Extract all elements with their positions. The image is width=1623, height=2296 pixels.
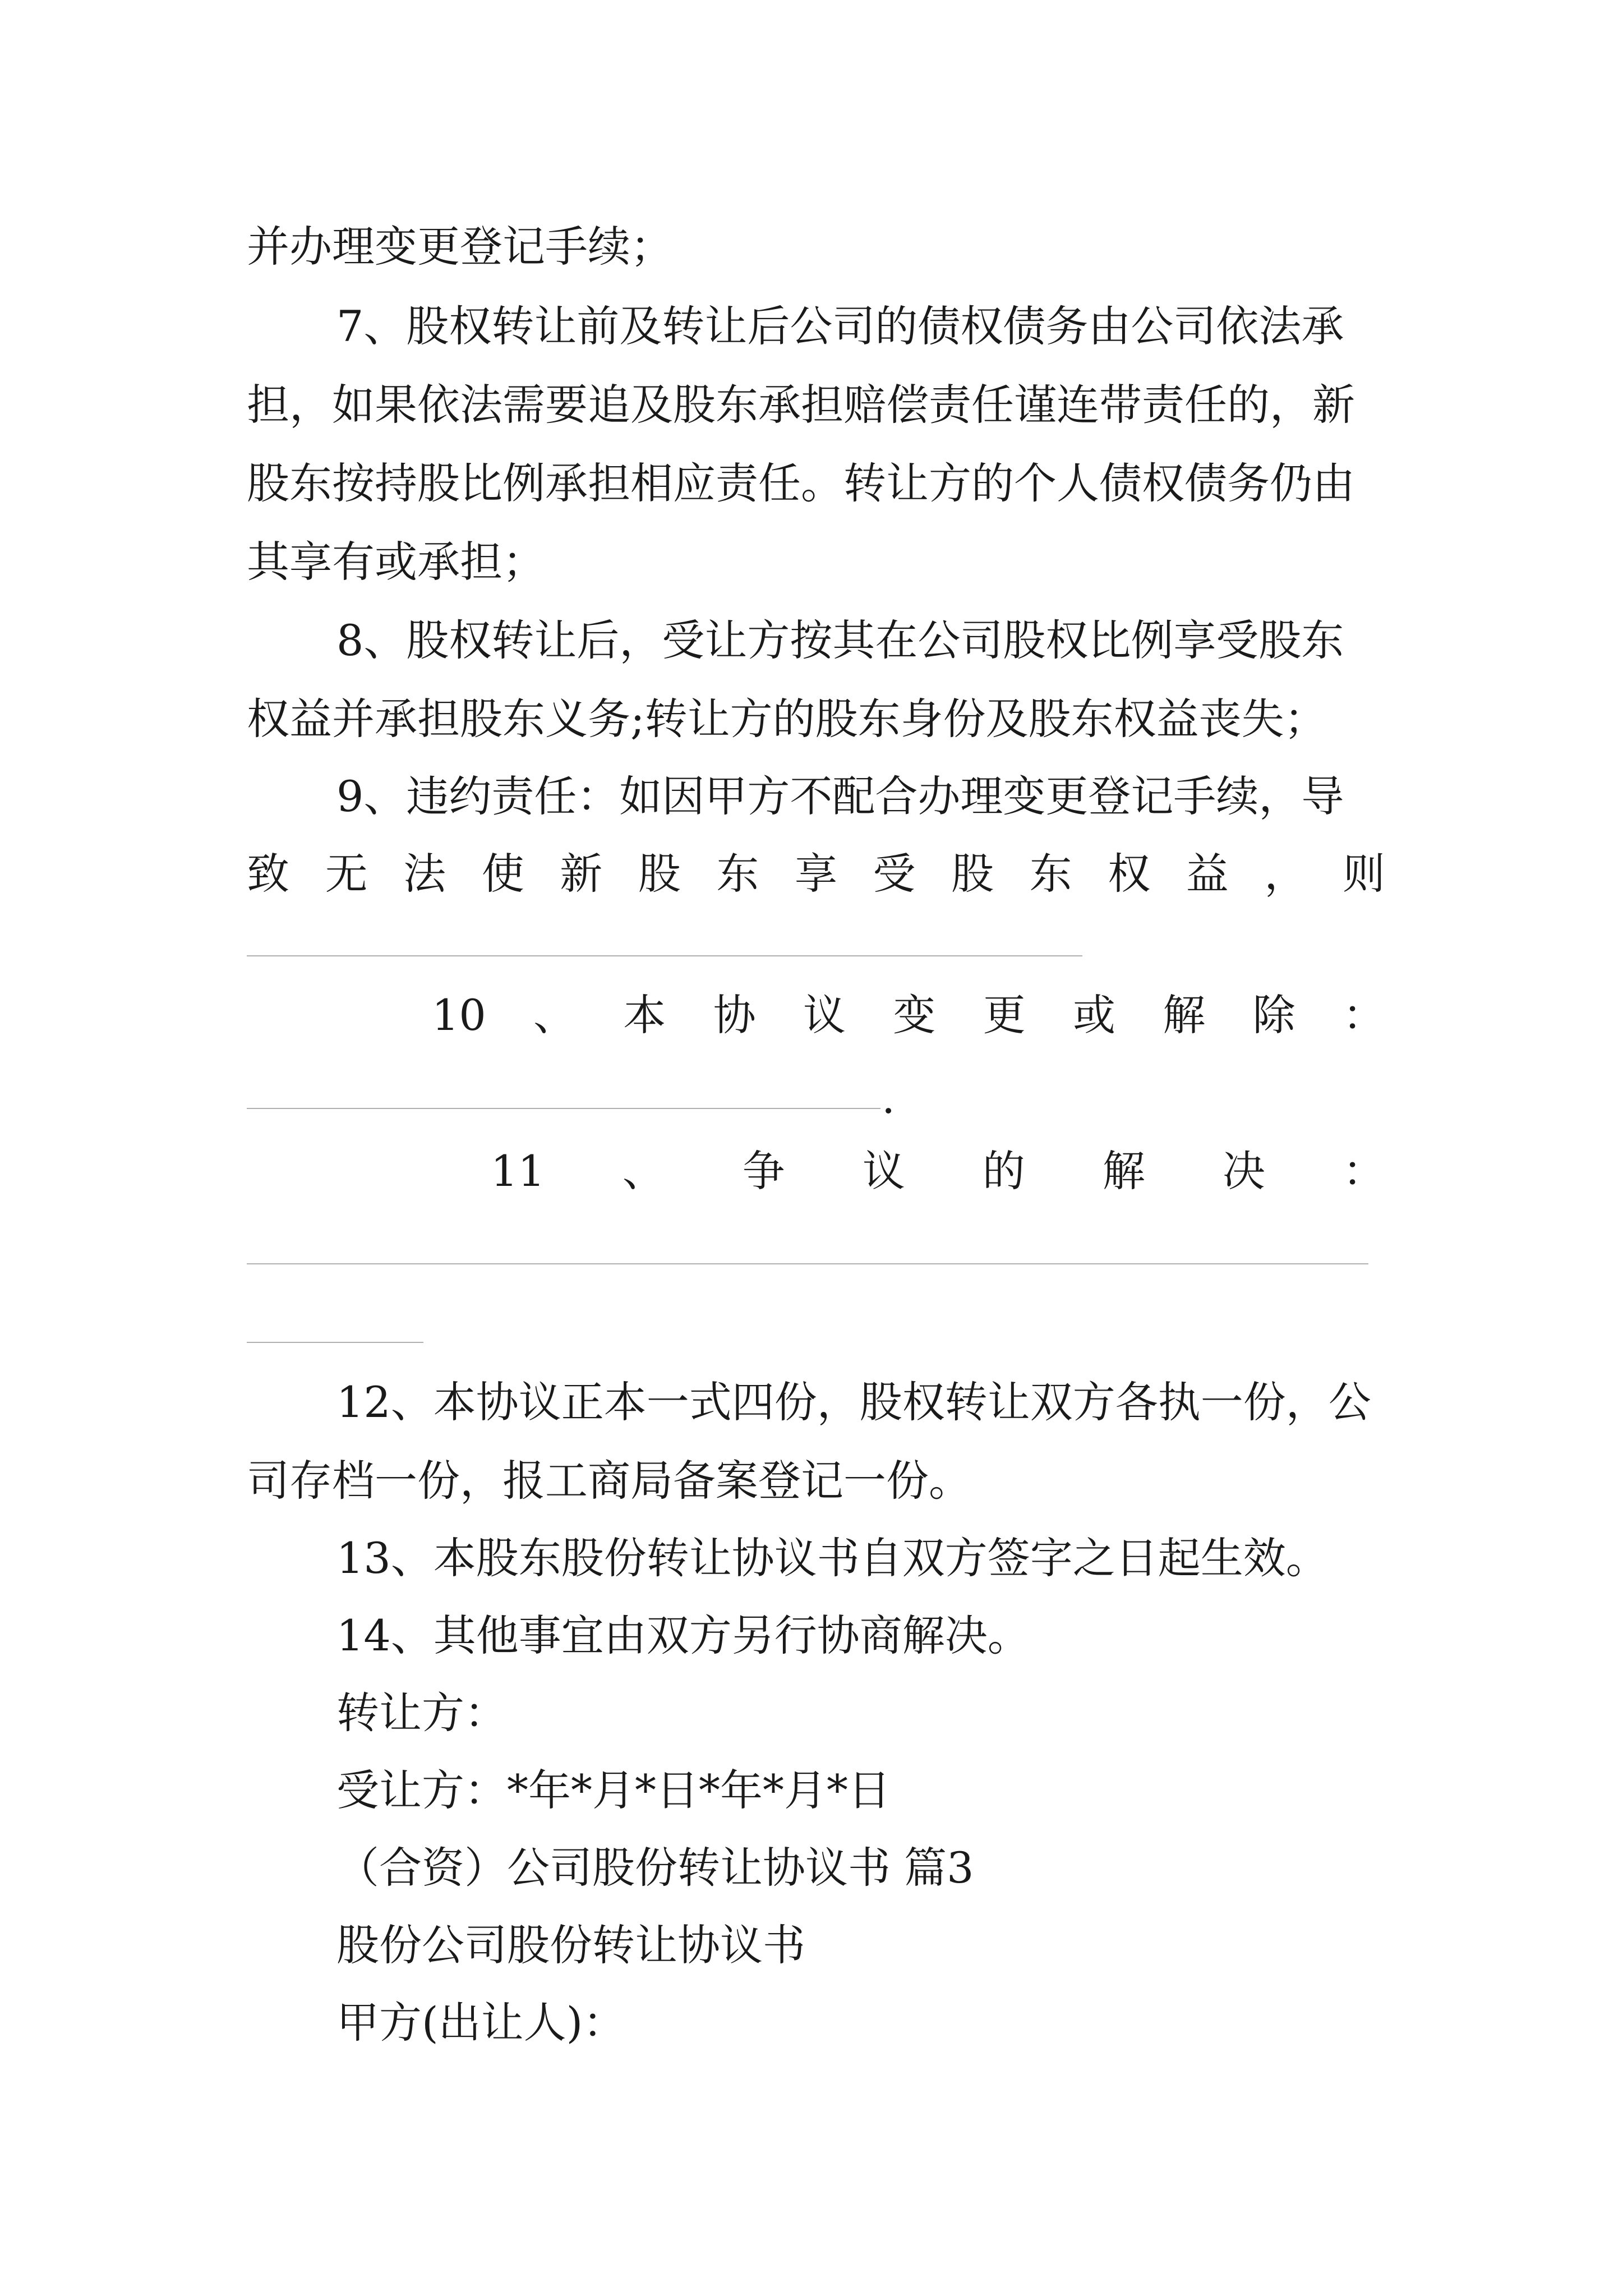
agreement-title: 股份公司股份转让协议书 xyxy=(336,1920,805,1970)
char: 11 xyxy=(491,1146,545,1196)
char: 使 xyxy=(481,849,524,899)
char: 议 xyxy=(862,1146,905,1196)
char: 决 xyxy=(1222,1146,1265,1196)
clause-7-line-4: 其享有或承担； xyxy=(247,537,545,587)
clause-13: 13、本股东股份转让协议书自双方签字之日起生效。 xyxy=(336,1533,1329,1583)
char: 、 xyxy=(622,1146,665,1196)
clause-9-line-2 xyxy=(247,846,1385,902)
char: 解 xyxy=(1102,1146,1145,1196)
clause-7-line-1: 7、股权转让前及转让后公司的债权债务由公司依法承 xyxy=(336,301,1344,351)
transferee-signature-label: 受让方：*年*月*日*年*月*日 xyxy=(336,1765,891,1815)
char: 变 xyxy=(893,990,936,1040)
blank-fill-line-11a xyxy=(247,1263,1368,1264)
char: 新 xyxy=(560,849,603,899)
char: 受 xyxy=(873,849,916,899)
char: 东 xyxy=(1029,849,1072,899)
char: 协 xyxy=(713,990,756,1040)
char: 东 xyxy=(716,849,759,899)
char: 10 xyxy=(432,990,486,1040)
clause-10-line xyxy=(432,987,1385,1043)
char: ， xyxy=(1264,849,1307,899)
char: 益 xyxy=(1186,849,1229,899)
char: 议 xyxy=(803,990,846,1040)
char: 权 xyxy=(1108,849,1151,899)
party-a-label: 甲方(出让人)： xyxy=(336,1998,626,2047)
clause-8-line-2: 权益并承担股东义务;转让方的股东身份及股东权益丧失； xyxy=(247,694,1327,744)
char: 、 xyxy=(533,990,577,1040)
char: 除 xyxy=(1252,990,1295,1040)
section-heading: （合资）公司股份转让协议书 篇3 xyxy=(336,1843,974,1893)
char: ： xyxy=(1342,1146,1385,1196)
char: 则 xyxy=(1342,849,1385,899)
char: 法 xyxy=(403,849,446,899)
char: 更 xyxy=(983,990,1026,1040)
char: 无 xyxy=(325,849,368,899)
clause-12-line-1: 12、本协议正本一式四份，股权转让双方各执一份，公 xyxy=(336,1377,1371,1427)
char: 股 xyxy=(951,849,994,899)
clause-7-line-2: 担，如果依法需要追及股东承担赔偿责任谨连带责任的，新 xyxy=(247,380,1355,430)
char: 股 xyxy=(638,849,681,899)
char: 争 xyxy=(742,1146,785,1196)
clause-12-line-2: 司存档一份，报工商局备案登记一份。 xyxy=(247,1456,971,1506)
clause-8-line-1: 8、股权转让后，受让方按其在公司股权比例享受股东 xyxy=(336,615,1344,665)
char: 致 xyxy=(247,849,289,899)
char: 解 xyxy=(1163,990,1206,1040)
blank-fill-line-11b xyxy=(247,1342,423,1343)
blank-fill-line-9 xyxy=(247,955,1082,956)
transferor-signature-label: 转让方： xyxy=(336,1688,507,1738)
paragraph-continuation: 并办理变更登记手续； xyxy=(247,222,673,272)
blank-fill-line-10 xyxy=(247,1108,880,1109)
char: ： xyxy=(1343,990,1385,1040)
char: 的 xyxy=(982,1146,1025,1196)
clause-7-line-3: 股东按持股比例承担相应责任。转让方的个人债权债务仍由 xyxy=(247,458,1355,508)
char: 或 xyxy=(1073,990,1116,1040)
clause-10-end-mark: . xyxy=(882,1073,896,1123)
char: 本 xyxy=(623,990,666,1040)
clause-11-line xyxy=(491,1143,1385,1199)
char: 享 xyxy=(794,849,837,899)
clause-9-line-1: 9、违约责任：如因甲方不配合办理变更登记手续，导 xyxy=(336,771,1344,821)
clause-14: 14、其他事宜由双方另行协商解决。 xyxy=(336,1611,1030,1660)
